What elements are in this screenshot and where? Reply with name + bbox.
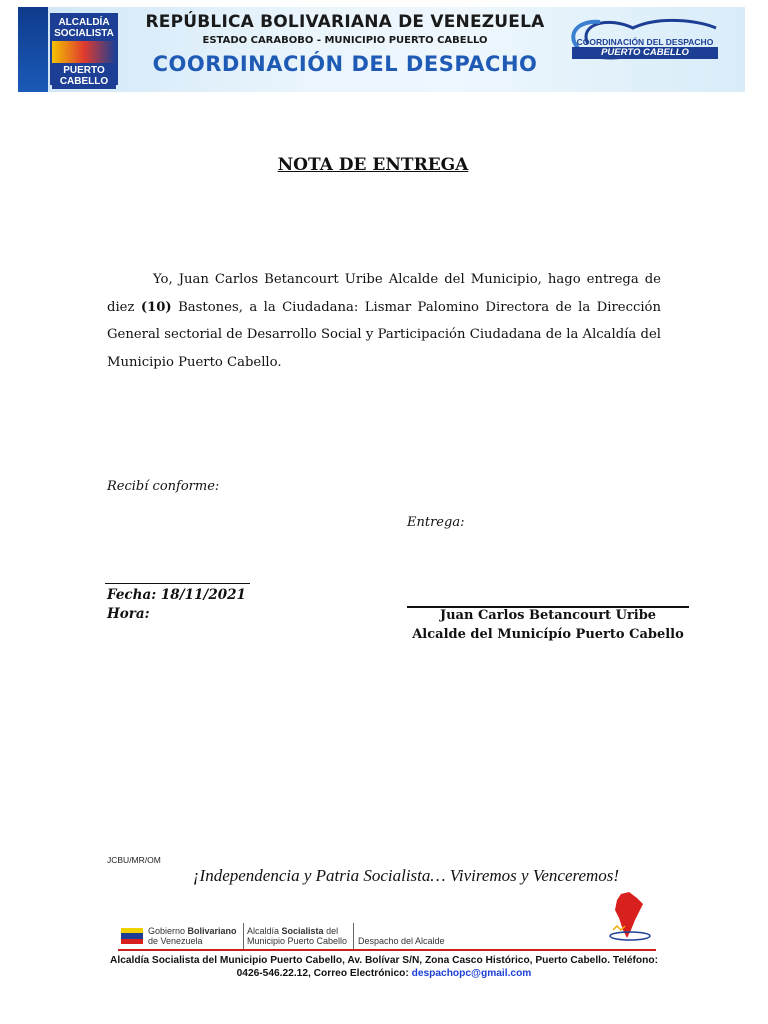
gob-line1-bold: Bolivariano [187, 926, 237, 936]
gob-line1-text: Gobierno [148, 926, 188, 936]
coord-logo-city: PUERTO CABELLO [572, 47, 718, 59]
alc-line1-post: del [323, 926, 339, 936]
coord-logo-text: COORDINACIÓN DEL DESPACHO [576, 37, 714, 47]
footer-red-rule [118, 949, 656, 951]
alc-line2: Municipio Puerto Cabello [247, 936, 348, 946]
map-logo-icon [607, 890, 653, 946]
delivered-label: Entrega: [407, 515, 465, 530]
logo-text-puerto: PUERTO [63, 65, 105, 76]
footer-address [100, 954, 668, 980]
office-title: COORDINACIÓN DEL DESPACHO [152, 52, 538, 76]
address-line2: 0426-546.22.12, Correo Electrónico: [236, 968, 412, 979]
venezuela-flag-icon [121, 928, 143, 944]
receiver-signature-line [105, 583, 250, 584]
signer-name: Juan Carlos Betancourt Uribe [439, 608, 657, 623]
paragraph-text-end: Bastones, a la Ciudadana: Lismar Palomino Directora de la Dirección General sectorial de Desarrollo Social y Participación Ciudadana de la Alcaldía del Municipio Puerto Cabello. [107, 299, 661, 370]
footer-divider [243, 923, 244, 949]
alcaldia-socialista-label [247, 926, 347, 946]
time-field: Hora: [107, 606, 150, 622]
received-label: Recibí conforme: [107, 479, 220, 494]
paragraph-text-start: Yo, Juan Carlos Betancourt Uribe Alcalde del Municipio, hago entrega de diez [107, 272, 661, 315]
date-field: Fecha: 18/11/2021 [107, 587, 246, 603]
alc-line1-bold: Socialista [281, 926, 324, 936]
alc-line1-text: Alcaldía [247, 926, 282, 936]
logo-text-socialista: SOCIALISTA [54, 28, 114, 39]
initials: JCBU/MR/OM [107, 855, 161, 865]
logo-text-alcaldia: ALCALDÍA [58, 17, 110, 28]
document-title: NOTA DE ENTREGA [277, 155, 469, 175]
delivery-paragraph [107, 266, 661, 376]
logo-building-icon [52, 41, 116, 63]
gobierno-bolivariano-label [148, 926, 237, 946]
republic-title: REPÚBLICA BOLIVARIANA DE VENEZUELA [145, 12, 545, 32]
email-link[interactable]: despachopc@gmail.com [411, 968, 532, 979]
state-subtitle: ESTADO CARABOBO - MUNICIPIO PUERTO CABELLO [202, 35, 488, 46]
gob-line2: de Venezuela [148, 936, 203, 946]
paragraph-quantity: (10) [140, 299, 172, 315]
logo-text-cabello: CABELLO [59, 76, 109, 87]
alcaldia-logo [50, 13, 118, 85]
despacho-label: Despacho del Alcalde [358, 936, 445, 946]
signer-role: Alcalde del Municípío Puerto Cabello [412, 627, 684, 642]
motto: ¡Independencia y Patria Socialista… Viviremos y Venceremos! [192, 866, 620, 885]
banner-stripe [18, 7, 48, 92]
address-line1: Alcaldía Socialista del Municipio Puerto Cabello, Av. Bolívar S/N, Zona Casco Histórico, Puerto Cabello. Teléfono: [110, 955, 658, 966]
footer-divider [353, 923, 354, 949]
